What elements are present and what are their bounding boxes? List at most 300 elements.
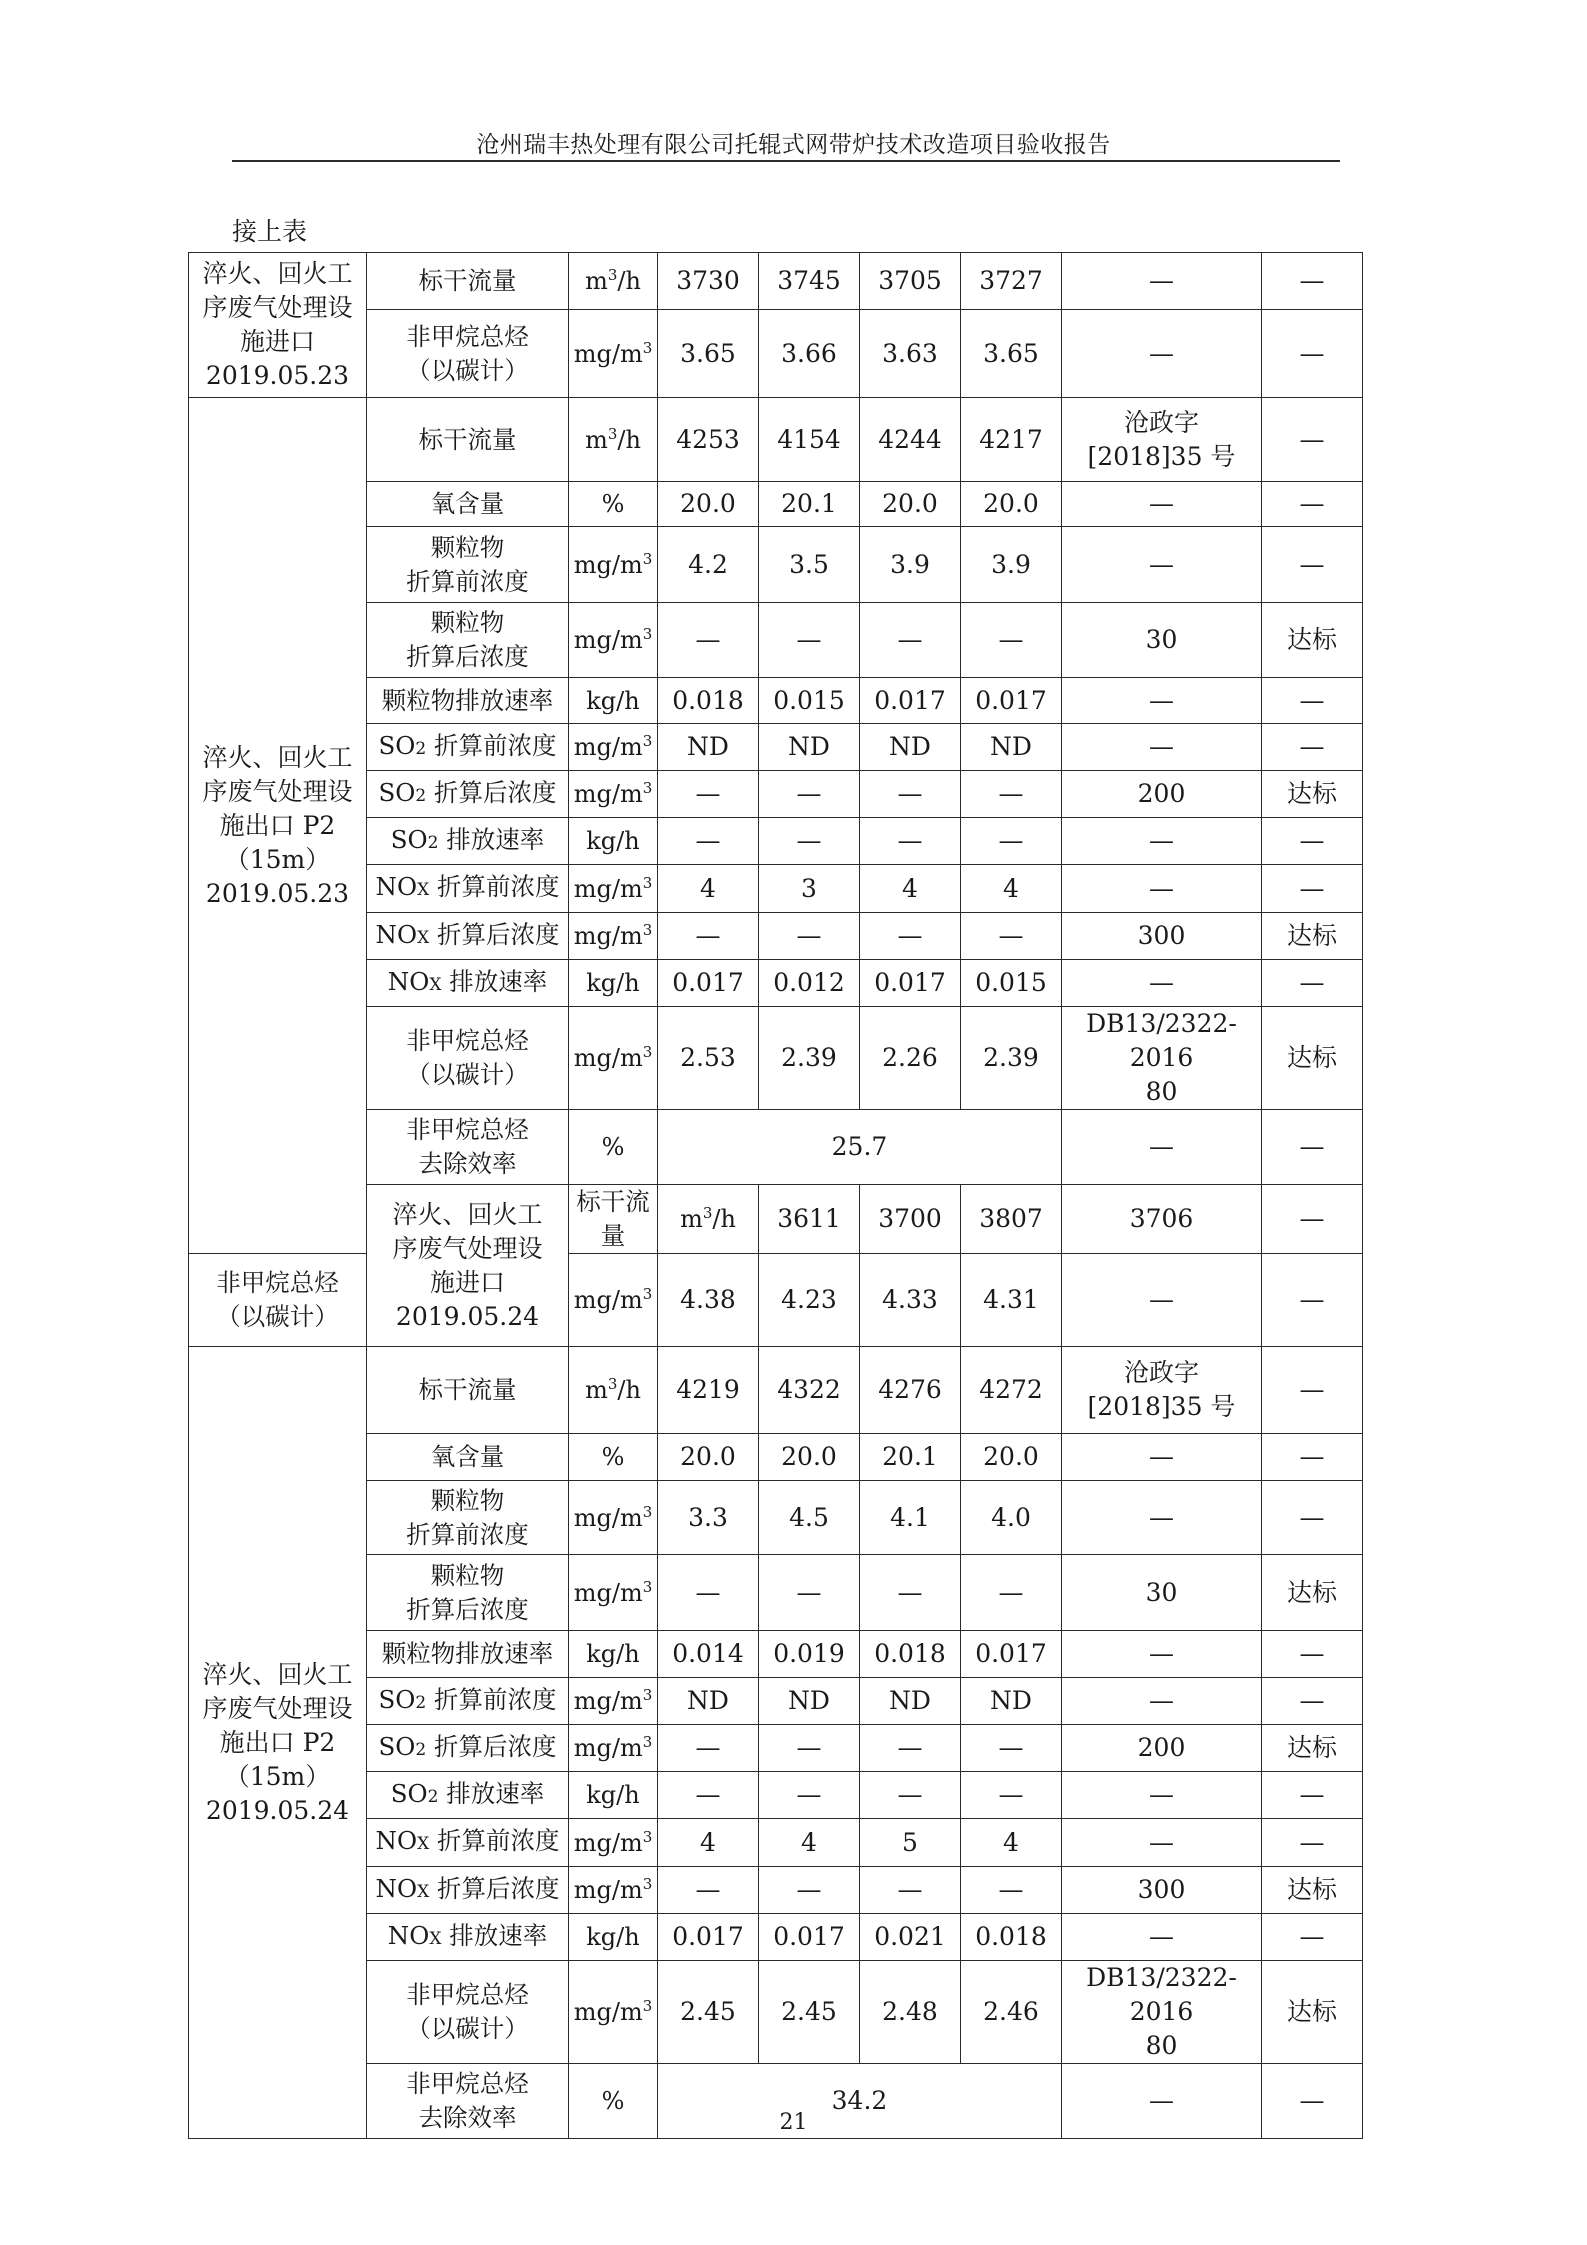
cell-line: 颗粒物 [430,1485,505,1515]
parameter-cell [367,818,569,865]
cell-line: 序废气处理设 [392,1233,543,1263]
cell-line: SO2 折算后浓度 [378,777,557,807]
value-cell: — [961,1867,1062,1914]
cell-line: DB13/2322-2016 [1086,1963,1237,2026]
unit-cell: $mg/m^3$ [569,1725,658,1772]
result-cell: 达标 [1262,771,1363,818]
result-cell: 达标 [1262,603,1363,678]
value-cell: — [759,913,860,960]
unit-cell: $mg/m^3$ [569,310,658,398]
parameter-cell [367,1678,569,1725]
result-cell: 达标 [1262,913,1363,960]
monitoring-point-cell [189,398,367,1254]
value-cell: 2.46 [961,1961,1062,2064]
value-cell: 4 [961,865,1062,913]
unit-cell: % [569,482,658,527]
cell-line: — [1149,1285,1174,1314]
cell-line: — [1149,968,1174,997]
value-cell: 3.65 [658,310,759,398]
cell-line: 200 [1137,1733,1186,1762]
value-cell: 0.015 [961,960,1062,1007]
value-cell: 0.017 [860,678,961,724]
standard-cell [1062,678,1262,724]
unit-cell: $m^3/h$ [569,398,658,482]
unit-cell: kg/h [569,678,658,724]
unit-cell: kg/h [569,1631,658,1678]
cell-line: 施出口 P2 [219,810,336,840]
value-cell: 4.33 [860,1254,961,1347]
parameter-cell [367,398,569,482]
parameter-cell [367,482,569,527]
cell-line: 颗粒物 [430,532,505,562]
value-cell: 3611 [759,1185,860,1254]
cell-line: 颗粒物排放速率 [381,1639,554,1668]
value-cell: 4 [961,1819,1062,1867]
parameter-cell [367,1772,569,1819]
result-cell: — [1262,818,1363,865]
value-cell: 3705 [860,253,961,310]
cell-line: 颗粒物 [430,1560,505,1590]
parameter-cell [367,1961,569,2064]
value-cell: — [759,818,860,865]
merged-value-cell: 34.2 [658,2064,1062,2139]
standard-cell [1062,482,1262,527]
standard-cell [1062,818,1262,865]
result-cell: — [1262,253,1363,310]
cell-line: （15m） [224,1761,331,1791]
cell-line: NOX 折算后浓度 [375,1873,560,1903]
cell-line: 标干流量 [418,424,517,454]
monitoring-point-cell [367,1185,569,1347]
result-cell: — [1262,310,1363,398]
unit-cell: $m^3/h$ [569,253,658,310]
parameter-cell [367,253,569,310]
parameter-cell [367,913,569,960]
parameter-cell [367,1819,569,1867]
cell-line: 80 [1145,2031,1178,2060]
value-cell: 0.017 [961,1631,1062,1678]
result-cell: — [1262,960,1363,1007]
standard-cell [1062,1867,1262,1914]
value-cell: — [860,1725,961,1772]
value-cell: 4 [759,1819,860,1867]
value-cell: 0.017 [860,960,961,1007]
cell-line: 折算后浓度 [406,1594,529,1624]
cell-line: — [1149,549,1174,579]
value-cell: — [658,913,759,960]
cell-line: — [1149,1132,1174,1161]
cell-line: 80 [1145,1077,1178,1106]
cell-line: NOX 折算后浓度 [375,919,560,949]
parameter-cell [367,1481,569,1555]
parameter-cell [367,1631,569,1678]
unit-cell: kg/h [569,818,658,865]
value-cell: 2.45 [759,1961,860,2064]
result-cell: — [1262,1678,1363,1725]
value-cell: 3807 [961,1185,1062,1254]
value-cell: — [860,913,961,960]
unit-cell: $mg/m^3$ [569,1254,658,1347]
result-cell: — [1262,678,1363,724]
value-cell: — [658,818,759,865]
unit-cell: $mg/m^3$ [569,1007,658,1110]
parameter-cell [569,1185,658,1254]
cell-line: SO2 排放速率 [390,1778,545,1808]
result-cell: — [1262,2064,1363,2139]
cell-line: — [1149,1442,1174,1471]
value-cell: 4 [658,865,759,913]
value-cell: 3 [759,865,860,913]
value-cell: ND [658,724,759,771]
value-cell: — [961,1555,1062,1631]
standard-cell [1062,603,1262,678]
cell-line: — [1149,1780,1174,1809]
value-cell: 20.0 [961,1434,1062,1481]
parameter-cell [367,603,569,678]
cell-line: 标干流量 [418,266,517,295]
value-cell: 2.48 [860,1961,961,2064]
result-cell: 达标 [1262,1867,1363,1914]
value-cell: 4244 [860,398,961,482]
standard-cell [1062,310,1262,398]
value-cell: ND [759,1678,860,1725]
value-cell: — [860,1772,961,1819]
cell-line: 标干流量 [576,1187,650,1250]
value-cell: 20.0 [658,1434,759,1481]
value-cell: 0.014 [658,1631,759,1678]
value-cell: 0.021 [860,1914,961,1961]
cell-line: 非甲烷总烃 [216,1268,339,1297]
cell-line: — [1149,2086,1174,2115]
value-cell: 4322 [759,1347,860,1434]
cell-line: — [1149,732,1174,761]
value-cell: 0.017 [961,678,1062,724]
cell-line: 沧政字 [1123,407,1199,437]
cell-line: — [1149,1639,1174,1668]
value-cell: — [860,818,961,865]
unit-cell: $mg/m^3$ [569,527,658,603]
cell-line: DB13/2322-2016 [1086,1009,1237,1072]
table-row [189,1254,1363,1347]
cell-line: 2019.05.23 [205,361,350,390]
value-cell: 2.39 [961,1007,1062,1110]
value-cell: 4219 [658,1347,759,1434]
unit-cell: $mg/m^3$ [569,1481,658,1555]
cell-line: 2019.05.24 [205,1795,350,1825]
parameter-cell [367,1867,569,1914]
cell-line: 去除效率 [418,2103,517,2132]
value-cell: 4.23 [759,1254,860,1347]
value-cell: — [961,1725,1062,1772]
value-cell: 3.5 [759,527,860,603]
unit-cell: % [569,1434,658,1481]
unit-cell: kg/h [569,960,658,1007]
value-cell: 3730 [658,253,759,310]
value-cell: 3.9 [860,527,961,603]
value-cell: 4.2 [658,527,759,603]
cell-line: — [1149,489,1174,518]
standard-cell [1062,1347,1262,1434]
value-cell: — [961,818,1062,865]
value-cell: 0.017 [658,1914,759,1961]
value-cell: 20.0 [961,482,1062,527]
continued-label: 接上表 [232,217,308,246]
cell-line: 200 [1137,779,1186,808]
cell-line: （以碳计） [406,2014,529,2043]
unit-cell: $mg/m^3$ [569,1867,658,1914]
cell-line: — [1149,338,1174,368]
value-cell: — [860,771,961,818]
result-cell: — [1262,865,1363,913]
page-number: 21 [779,2110,808,2135]
value-cell: 4276 [860,1347,961,1434]
value-cell: 2.53 [658,1007,759,1110]
cell-line: NOX 折算前浓度 [375,872,560,901]
value-cell: 4 [860,865,961,913]
unit-cell: % [569,2064,658,2139]
cell-line: — [1299,1204,1325,1233]
parameter-cell [367,1434,569,1481]
result-cell: 达标 [1262,1725,1363,1772]
value-cell: 2.45 [658,1961,759,2064]
table-row [189,253,1363,310]
value-cell: ND [658,1678,759,1725]
standard-cell [1062,1772,1262,1819]
cell-line: 淬火、回火工 [202,742,353,772]
standard-cell [1062,913,1262,960]
standard-cell [1062,527,1262,603]
cell-line: 2019.05.23 [205,878,350,908]
parameter-cell [367,771,569,818]
cell-line: — [1149,685,1174,715]
cell-line: NOX 排放速率 [387,1920,548,1950]
value-cell: 3700 [860,1185,961,1254]
result-cell: — [1262,398,1363,482]
cell-line: 标干流量 [418,1375,517,1404]
result-cell: — [1262,1914,1363,1961]
value-cell: — [860,1867,961,1914]
standard-cell [1062,398,1262,482]
result-cell: — [1262,482,1363,527]
value-cell: 20.0 [658,482,759,527]
value-cell: — [961,771,1062,818]
value-cell: — [759,771,860,818]
value-cell: — [759,1867,860,1914]
value-cell: ND [860,724,961,771]
standard-cell [1062,1254,1262,1347]
cell-line: （15m） [224,844,331,874]
result-cell: 达标 [1262,1007,1363,1110]
result-cell: 达标 [1262,1961,1363,2064]
cell-line: 沧政字 [1123,1358,1199,1387]
cell-line: 淬火、回火工 [392,1199,543,1229]
result-cell: — [1262,1819,1363,1867]
standard-cell [1062,253,1262,310]
cell-line: SO2 排放速率 [390,824,545,854]
table-row [189,1347,1363,1434]
value-cell: 3727 [961,253,1062,310]
cell-line: 颗粒物排放速率 [381,685,554,715]
cell-line: 非甲烷总烃 [406,1115,529,1144]
value-cell: — [658,1555,759,1631]
cell-line: NOX 折算前浓度 [375,1826,560,1855]
value-cell: 3706 [1062,1185,1262,1254]
parameter-cell [367,310,569,398]
cell-line: [2018]35 号 [1087,441,1236,471]
standard-cell [1062,1110,1262,1185]
cell-line: 30 [1145,625,1178,654]
header-divider [232,160,1340,162]
value-cell: 5 [860,1819,961,1867]
standard-cell [1062,724,1262,771]
unit-cell: $mg/m^3$ [569,1961,658,2064]
standard-cell [1062,960,1262,1007]
standard-cell [1062,1555,1262,1631]
result-cell: — [1262,527,1363,603]
cell-line: 序废气处理设 [202,1693,353,1723]
unit-cell: % [569,1110,658,1185]
value-cell: 0.017 [759,1914,860,1961]
monitoring-results-table [188,252,1363,2139]
cell-line: （以碳计） [406,355,529,385]
unit-cell: $mg/m^3$ [569,865,658,913]
value-cell: 20.0 [759,1434,860,1481]
value-cell: ND [961,1678,1062,1725]
cell-line: 30 [1145,1577,1178,1607]
value-cell: — [860,603,961,678]
value-cell: 4.5 [759,1481,860,1555]
value-cell: 20.1 [759,482,860,527]
cell-line: 2019.05.24 [395,1301,540,1331]
value-cell: ND [961,724,1062,771]
cell-line: 氧含量 [430,489,505,518]
value-cell: — [658,771,759,818]
value-cell: 3.63 [860,310,961,398]
value-cell: 3.9 [961,527,1062,603]
cell-line: 去除效率 [418,1149,517,1178]
unit-cell: $mg/m^3$ [569,913,658,960]
cell-line: — [1149,826,1174,855]
standard-cell [1062,1725,1262,1772]
cell-line: 氧含量 [430,1442,505,1471]
cell-line: 序废气处理设 [202,776,353,806]
cell-line: SO2 折算后浓度 [378,1731,557,1761]
value-cell: 0.017 [658,960,759,1007]
standard-cell [1262,1185,1363,1254]
value-cell: 4.1 [860,1481,961,1555]
value-cell: 20.1 [860,1434,961,1481]
cell-line: — [1149,1827,1174,1857]
cell-line: 非甲烷总烃 [406,2069,529,2098]
cell-line: 非甲烷总烃 [406,321,529,351]
value-cell: 20.0 [860,482,961,527]
standard-cell [1062,1434,1262,1481]
table-row [189,398,1363,482]
parameter-cell [367,678,569,724]
value-cell: 3.65 [961,310,1062,398]
value-cell: 4272 [961,1347,1062,1434]
parameter-cell [189,1254,367,1347]
standard-cell [1062,865,1262,913]
value-cell: — [658,1772,759,1819]
value-cell: — [759,1772,860,1819]
cell-line: 施进口 [429,1267,505,1297]
parameter-cell [367,1914,569,1961]
cell-line: （以碳计） [406,1060,529,1089]
standard-cell [1062,1481,1262,1555]
cell-line: NOX 排放速率 [387,966,548,996]
cell-line: — [1149,1686,1174,1715]
value-cell: — [961,1772,1062,1819]
parameter-cell [367,527,569,603]
parameter-cell [367,865,569,913]
value-cell: 4.31 [961,1254,1062,1347]
result-cell: — [1262,1434,1363,1481]
result-cell: — [1262,1110,1363,1185]
cell-line: 折算后浓度 [406,642,529,671]
result-cell: — [1262,1481,1363,1555]
value-cell: 4.0 [961,1481,1062,1555]
parameter-cell [367,1007,569,1110]
cell-line: 非甲烷总烃 [406,1026,529,1055]
report-header-title: 沧州瑞丰热处理有限公司托辊式网带炉技术改造项目验收报告 [476,132,1111,158]
standard-cell [1062,771,1262,818]
result-cell: — [1262,1254,1363,1347]
cell-line: 非甲烷总烃 [406,1980,529,2009]
cell-line: — [1149,1502,1174,1532]
cell-line: （以碳计） [216,1302,339,1331]
value-cell: 4154 [759,398,860,482]
standard-cell [1062,1961,1262,2064]
value-cell: 2.39 [759,1007,860,1110]
value-cell: — [658,1725,759,1772]
parameter-cell [367,1347,569,1434]
cell-line: SO2 折算前浓度 [378,1684,557,1714]
value-cell: — [658,603,759,678]
value-cell: 0.019 [759,1631,860,1678]
standard-cell [1062,1007,1262,1110]
unit-cell: $mg/m^3$ [569,1678,658,1725]
value-cell: — [759,1555,860,1631]
value-cell: 3.66 [759,310,860,398]
value-cell: 0.015 [759,678,860,724]
value-cell: ND [759,724,860,771]
cell-line: 颗粒物 [430,608,505,637]
cell-line: — [1149,1922,1174,1951]
standard-cell [1062,1678,1262,1725]
value-cell: — [759,1725,860,1772]
parameter-cell [367,1555,569,1631]
value-cell: — [860,1555,961,1631]
parameter-cell [367,1725,569,1772]
unit-cell: $mg/m^3$ [569,603,658,678]
value-cell: 4 [658,1819,759,1867]
parameter-cell [367,960,569,1007]
standard-cell [1062,1914,1262,1961]
unit-cell: $m^3/h$ [569,1347,658,1434]
cell-line: SO2 折算前浓度 [378,730,557,760]
result-cell: — [1262,1347,1363,1434]
value-cell: 4217 [961,398,1062,482]
unit-cell: $m^3/h$ [658,1185,759,1254]
value-cell: — [658,1867,759,1914]
monitoring-point-cell [189,253,367,398]
cell-line: 300 [1137,1875,1186,1904]
value-cell: 3.3 [658,1481,759,1555]
value-cell: 4253 [658,398,759,482]
value-cell: — [759,603,860,678]
value-cell: 3745 [759,253,860,310]
